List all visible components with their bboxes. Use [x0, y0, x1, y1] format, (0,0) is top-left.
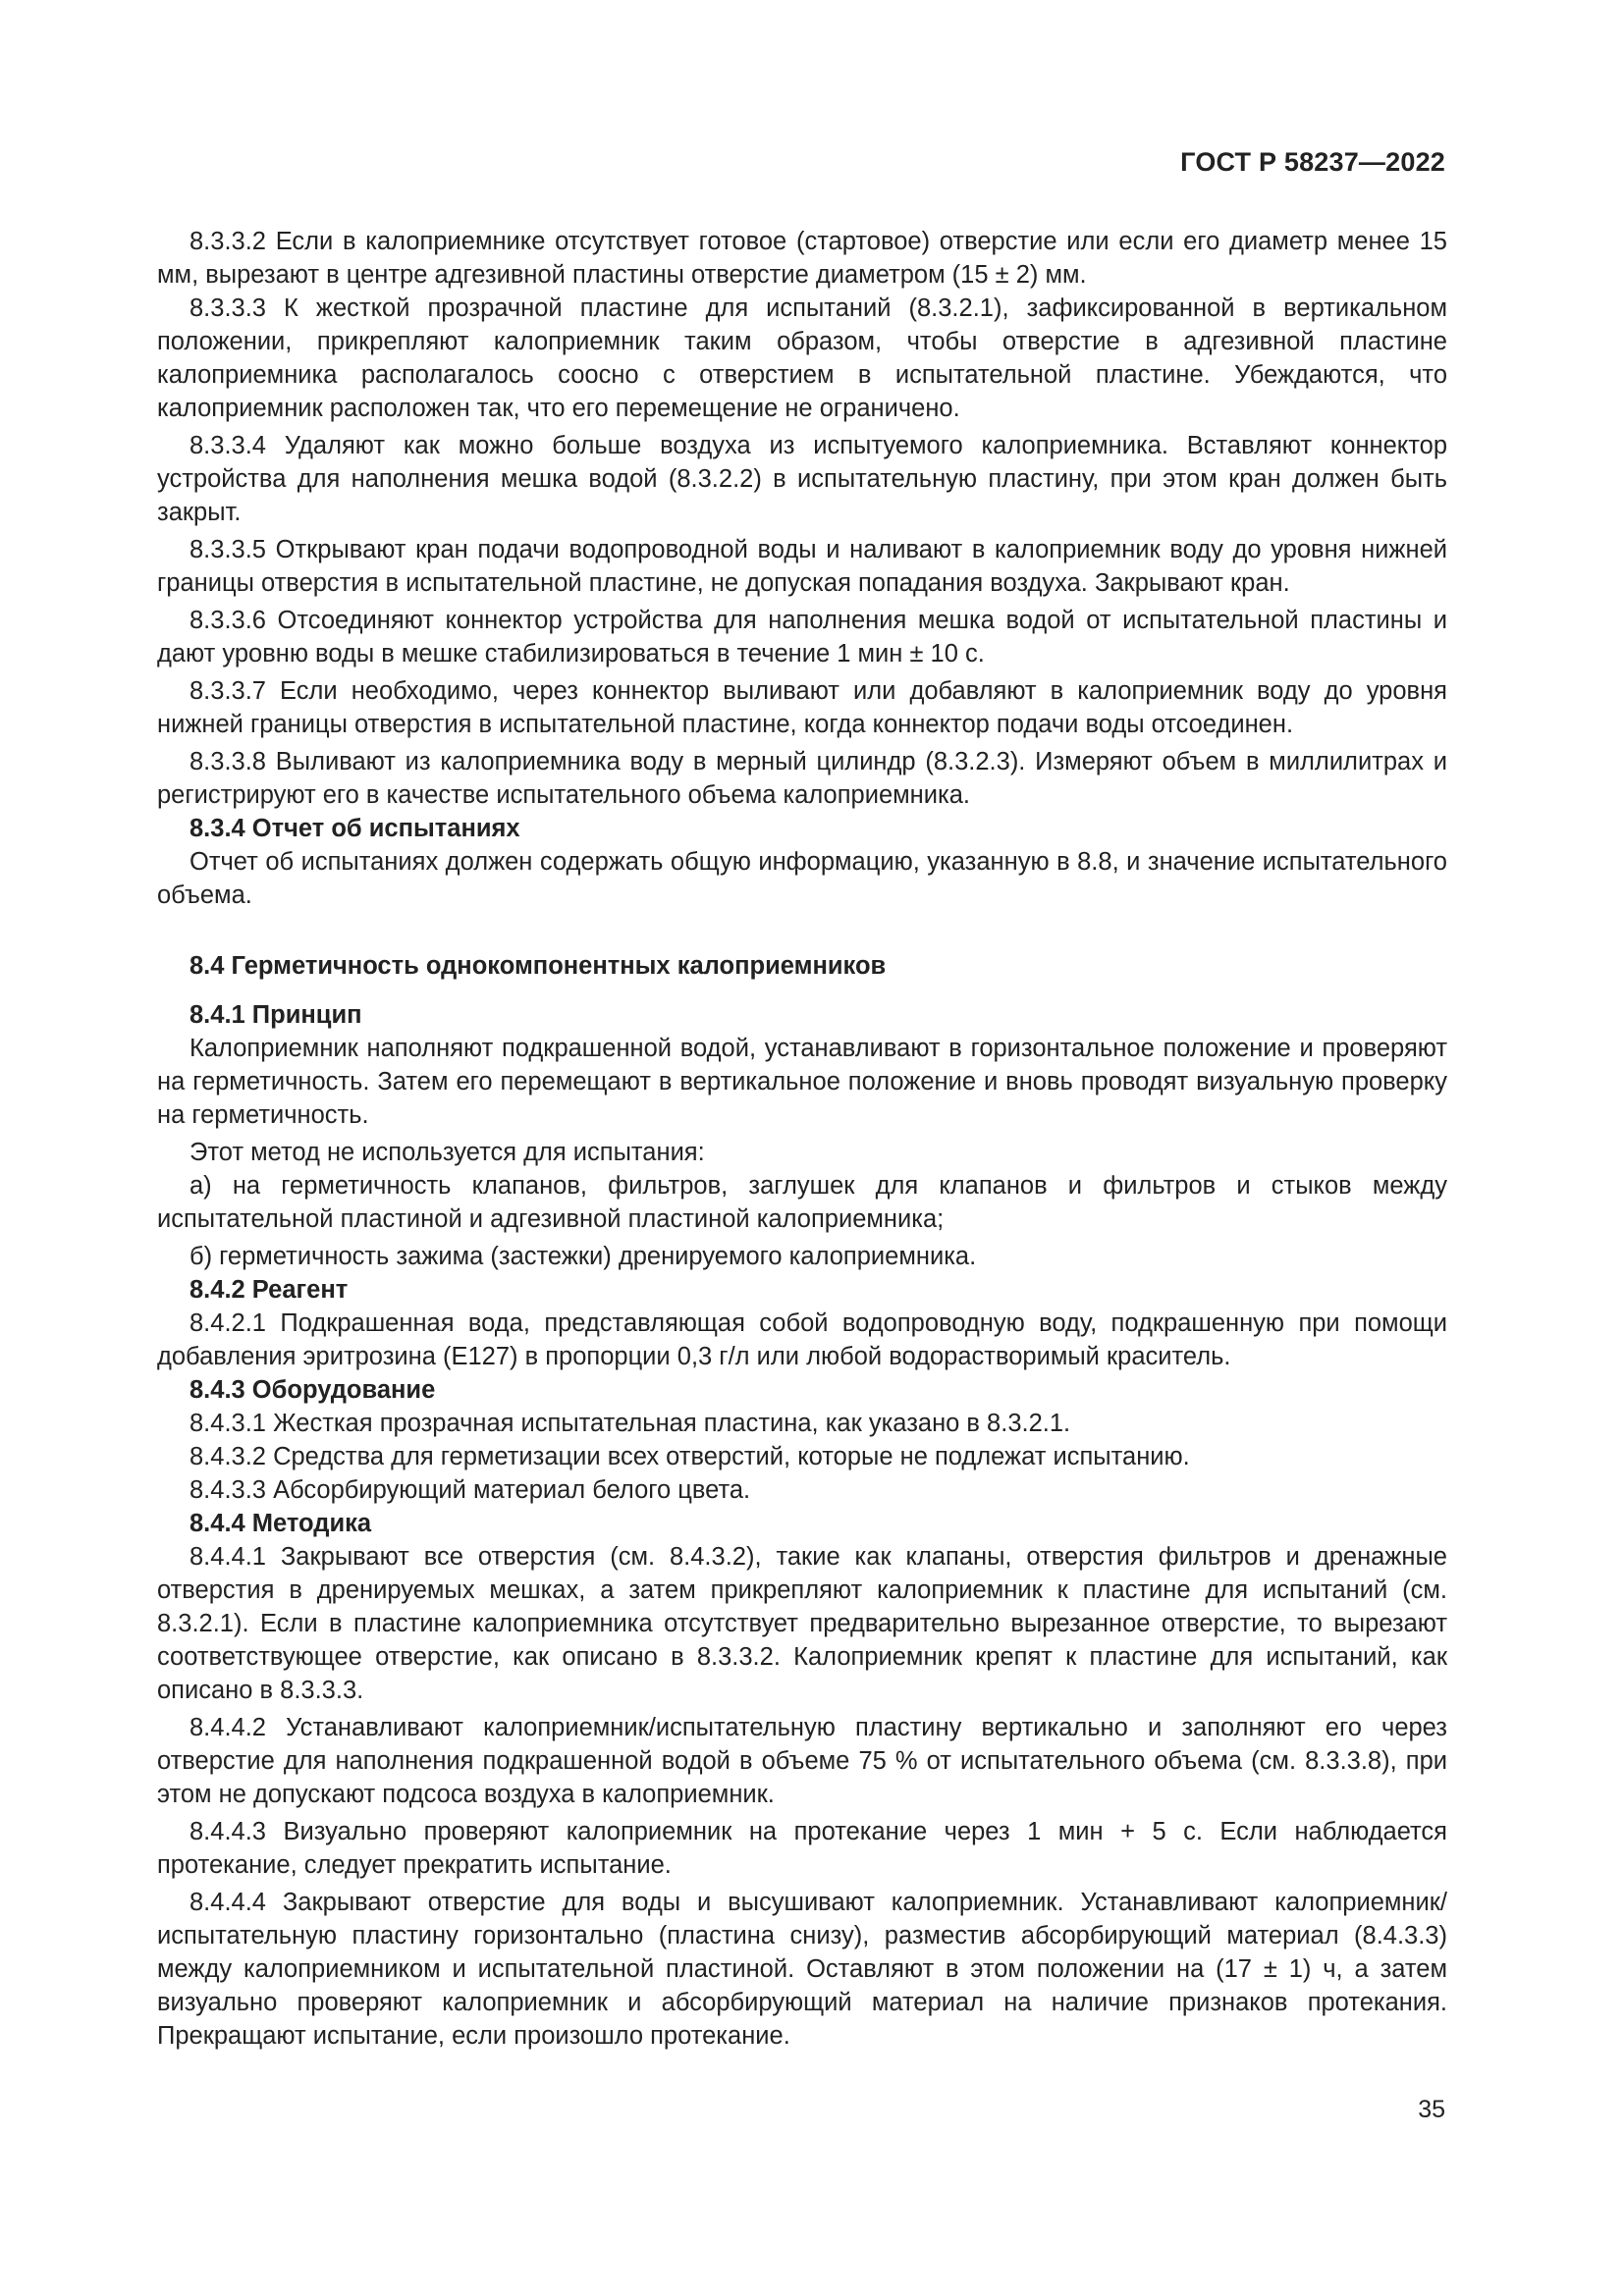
heading-8-4-2: 8.4.2 Реагент: [189, 1276, 349, 1304]
clause-8-3-3-6: 8.3.3.6 Отсоединяют коннектор устройства для наполнения мешка водой от испытательной пластины и дают уровню воды в мешке стабилизироваться в течение 1 мин ± 10 с.: [157, 607, 1447, 667]
heading-8-4-1: 8.4.1 Принцип: [189, 1001, 362, 1029]
clause-8-4-3-1: 8.4.3.1 Жесткая прозрачная испытательная пластина, как указано в 8.3.2.1.: [189, 1410, 1071, 1437]
clause-8-4-4-4: 8.4.4.4 Закрывают отверстие для воды и высушивают калоприемник. Устанавливают калоприемник/испытательную пластину горизонтально (пластина снизу), разместив абсорбирующий материал (8.4.3.3) между калоприемником и испытательной пластиной. Оставляют в этом положении на (17 ± 1) ч, а затем визуально проверяют калоприемник и абсорбирующий материал на наличие признаков протекания. Прекращают испытание, если произошло протекание.: [157, 1889, 1447, 2050]
heading-8-4-3: 8.4.3 Оборудование: [189, 1376, 436, 1404]
clause-8-4-3-3: 8.4.3.3 Абсорбирующий материал белого цвета.: [189, 1476, 751, 1504]
clause-8-4-1-item-a: а) на герметичность клапанов, фильтров, заглушек для клапанов и фильтров и стыков между испытательной пластиной и адгезивной пластиной калоприемника;: [157, 1172, 1447, 1233]
clause-8-4-3-2: 8.4.3.2 Средства для герметизации всех отверстий, которые не подлежат испытанию.: [189, 1443, 1190, 1470]
clause-8-3-3-2: 8.3.3.2 Если в калоприемнике отсутствует готовое (стартовое) отверстие или если его диаметр менее 15 мм, вырезают в центре адгезивной пластины отверстие диаметром (15 ± 2) мм.: [157, 228, 1447, 289]
clause-8-3-4-text: Отчет об испытаниях должен содержать общую информацию, указанную в 8.8, и значение испытательного объема.: [157, 848, 1447, 909]
clause-8-4-1-text: Калоприемник наполняют подкрашенной водой, устанавливают в горизонтальное положение и проверяют на герметичность. Затем его перемещают в вертикальное положение и вновь проводят визуальную проверку на герметичность.: [157, 1035, 1447, 1129]
clause-8-4-1-not-used: Этот метод не используется для испытания:: [189, 1139, 705, 1166]
heading-8-3-4: 8.3.4 Отчет об испытаниях: [189, 815, 520, 842]
clause-8-4-4-3: 8.4.4.3 Визуально проверяют калоприемник на протекание через 1 мин + 5 с. Если наблюдается протекание, следует прекратить испытание.: [157, 1818, 1447, 1879]
document-body: [157, 225, 1447, 2053]
clause-8-3-3-5: 8.3.3.5 Открывают кран подачи водопроводной воды и наливают в калоприемник воду до уровня нижней границы отверстия в испытательной пластине, не допуская попадания воздуха. Закрывают кран.: [157, 536, 1447, 597]
document-standard-id: ГОСТ Р 58237—2022: [1180, 147, 1445, 177]
heading-8-4-4: 8.4.4 Методика: [189, 1510, 372, 1537]
clause-8-3-3-3: 8.3.3.3 К жесткой прозрачной пластине для испытаний (8.3.2.1), зафиксированной в вертикальном положении, прикрепляют калоприемник таким образом, чтобы отверстие в адгезивной пластине калоприемника располагалось соосно с отверстием в испытательной пластине. Убеждаются, что калоприемник расположен так, что его перемещение не ограничено.: [157, 294, 1447, 422]
clause-8-3-3-4: 8.3.3.4 Удаляют как можно больше воздуха из испытуемого калоприемника. Вставляют коннектор устройства для наполнения мешка водой (8.3.2.2) в испытательную пластину, при этом кран должен быть закрыт.: [157, 432, 1447, 526]
clause-8-4-4-2: 8.4.4.2 Устанавливают калоприемник/испытательную пластину вертикально и заполняют его через отверстие для наполнения подкрашенной водой в объеме 75 % от испытательного объема (см. 8.3.3.8), при этом не допускают подсоса воздуха в калоприемник.: [157, 1714, 1447, 1808]
heading-8-4: 8.4 Герметичность однокомпонентных калоприемников: [189, 952, 887, 980]
clause-8-4-2-1: 8.4.2.1 Подкрашенная вода, представляющая собой водопроводную воду, подкрашенную при помощи добавления эритрозина (Е127) в пропорции 0,3 г/л или любой водорастворимый краситель.: [157, 1309, 1447, 1370]
page-number: 35: [1418, 2096, 1445, 2123]
clause-8-3-3-8: 8.3.3.8 Выливают из калоприемника воду в мерный цилиндр (8.3.2.3). Измеряют объем в миллилитрах и регистрируют его в качестве испытательного объема калоприемника.: [157, 748, 1447, 809]
clause-8-4-4-1: 8.4.4.1 Закрывают все отверстия (см. 8.4.3.2), такие как клапаны, отверстия фильтров и дренажные отверстия в дренируемых мешках, а затем прикрепляют калоприемник к пластине для испытаний (см. 8.3.2.1). Если в пластине калоприемника отсутствует предварительно вырезанное отверстие, то вырезают соответствующее отверстие, как описано в 8.3.3.2. Калоприемник крепят к пластине для испытаний, как описано в 8.3.3.3.: [157, 1543, 1447, 1704]
clause-8-4-1-item-b: б) герметичность зажима (застежки) дренируемого калоприемника.: [189, 1243, 977, 1270]
clause-8-3-3-7: 8.3.3.7 Если необходимо, через коннектор выливают или добавляют в калоприемник воду до уровня нижней границы отверстия в испытательной пластине, когда коннектор подачи воды отсоединен.: [157, 677, 1447, 738]
